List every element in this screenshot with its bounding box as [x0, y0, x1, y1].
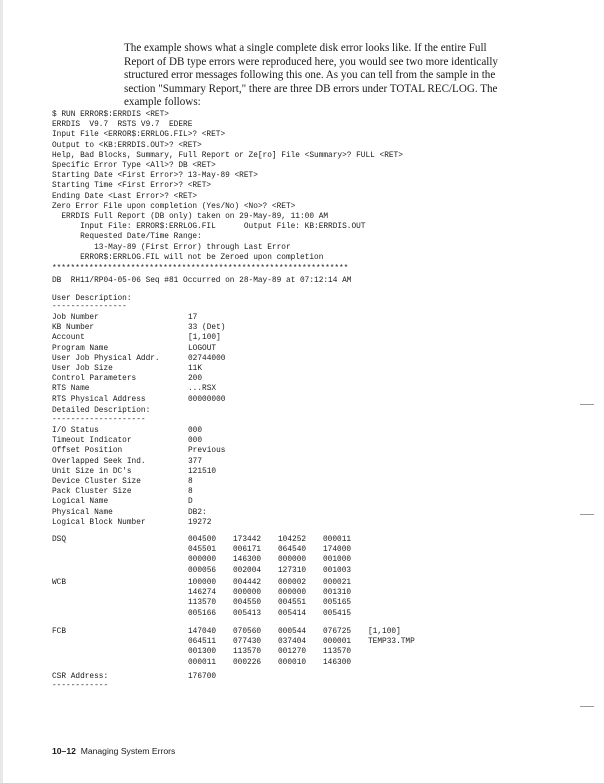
field-value: Previous	[188, 447, 226, 456]
register-value: 004500	[188, 536, 217, 544]
register-value: 005413	[233, 609, 262, 618]
command-line: ERRDIS Full Report (DB only) taken on 29-May-89, 11:00 AM	[52, 213, 329, 222]
command-line: Requested Date/Time Range:	[52, 233, 202, 242]
field-value: 8	[188, 477, 193, 486]
intro-paragraph	[124, 42, 519, 110]
field-label: User Job Physical Addr.	[52, 354, 160, 363]
register-value: 001310	[323, 589, 352, 598]
register-value: 000010	[278, 658, 307, 667]
field-label: Control Parameters	[52, 375, 137, 384]
register-value: 113570	[233, 648, 262, 657]
field-label: Logical Block Number	[52, 518, 146, 527]
command-line: ERRDIS V9.7 RSTS V9.7 EDERE	[52, 121, 193, 130]
register-value: 001003	[323, 566, 352, 575]
field-value: 200	[188, 375, 203, 384]
intro-text: The example shows what a single complete disk error looks like. If the entire Full Report of DB type errors were reproduced here, you would see two more identically structured error messages following this one. As you can tell from the sample in the section "Summary Report," there are three DB errors under TOTAL REC/LOG. The example follows:	[124, 42, 498, 109]
detailed-description-rule: --------------------	[52, 416, 146, 424]
register-value: 070560	[233, 628, 262, 636]
register-value: 000000	[278, 589, 307, 598]
field-label: Physical Name	[52, 508, 113, 517]
csr-address-value: 176700	[188, 673, 217, 681]
register-value: [1,100]	[368, 628, 401, 636]
page-footer	[52, 746, 175, 756]
user-description-heading: User Description:	[52, 295, 132, 303]
field-label: Timeout Indicator	[52, 437, 132, 446]
register-value: 100000	[188, 579, 217, 587]
register-value: 005415	[323, 609, 352, 618]
field-label: Pack Cluster Size	[52, 488, 132, 497]
field-label: Logical Name	[52, 498, 109, 507]
register-value: 127310	[278, 566, 307, 575]
register-value: 004550	[233, 599, 262, 608]
margin-mark	[580, 404, 594, 405]
register-value: 037404	[278, 638, 307, 647]
register-value: 146300	[233, 556, 262, 565]
field-label: Offset Position	[52, 447, 123, 456]
register-value: 146300	[323, 658, 352, 667]
field-value: 11K	[188, 364, 203, 373]
command-line: Zero Error File upon completion (Yes/No) <No>? <RET>	[52, 202, 296, 211]
register-value: TEMP33.TMP	[368, 638, 415, 647]
command-line: $ RUN ERROR$:ERRDIS <RET>	[52, 111, 169, 119]
register-value: 000544	[278, 628, 307, 636]
register-value: 004551	[278, 599, 307, 608]
command-line: 13-May-89 (First Error) through Last Error	[52, 243, 291, 252]
register-value: 064540	[278, 546, 307, 555]
field-value: D	[188, 498, 193, 507]
register-value: 076725	[323, 628, 352, 636]
register-label: FCB	[52, 628, 67, 636]
field-value: 000	[188, 427, 203, 435]
command-line: Ending Date <Last Error>? <RET>	[52, 192, 198, 201]
field-label: Job Number	[52, 314, 99, 322]
field-value: 000	[188, 437, 203, 446]
scan-edge	[0, 0, 3, 783]
register-value: 113570	[188, 599, 217, 608]
register-value: 006171	[233, 546, 262, 555]
register-value: 005165	[323, 599, 352, 608]
register-label: WCB	[52, 579, 67, 587]
register-value: 000000	[233, 589, 262, 598]
register-value: 000011	[188, 658, 217, 667]
register-value: 146274	[188, 589, 217, 598]
field-value: 17	[188, 314, 198, 322]
register-value: 077430	[233, 638, 262, 647]
field-value: 33 (Det)	[188, 324, 226, 333]
user-description-rule: ----------------	[52, 303, 127, 311]
command-line: Output to <KB:ERRDIS.OUT>? <RET>	[52, 141, 202, 150]
margin-mark	[580, 514, 594, 515]
command-line: Input File: ERROR$:ERRLOG.FIL Output File: KB:ERRDIS.OUT	[52, 223, 366, 232]
field-label: Overlapped Seek Ind.	[52, 457, 146, 466]
csr-address-label: CSR Address:	[52, 673, 109, 681]
register-value: 005414	[278, 609, 307, 618]
field-label: Account	[52, 334, 85, 343]
page-number: 10–12	[52, 746, 76, 756]
register-value: 000226	[233, 658, 262, 667]
field-value: 00000000	[188, 395, 226, 404]
field-label: RTS Physical Address	[52, 395, 146, 404]
field-value: DB2:	[188, 508, 207, 517]
field-value: ...RSX	[188, 385, 217, 394]
field-value: 377	[188, 457, 203, 466]
error-header-line: DB RH11/RP04-05-06 Seq #81 Occurred on 28-May-89 at 07:12:14 AM	[52, 277, 352, 285]
field-label: Program Name	[52, 344, 109, 353]
register-value: 000002	[278, 579, 307, 587]
separator-stars: ****************************************************************	[52, 265, 349, 273]
register-label: DSQ	[52, 536, 67, 544]
field-value: LOGOUT	[188, 344, 217, 353]
csr-address-rule: ------------	[52, 682, 109, 690]
register-value: 174000	[323, 546, 352, 555]
command-line: Input File <ERROR$:ERRLOG.FIL>? <RET>	[52, 131, 226, 140]
command-line: Help, Bad Blocks, Summary, Full Report or Ze[ro] File <Summary>? FULL <RET>	[52, 151, 403, 160]
command-line: ERROR$:ERRLOG.FIL will not be Zeroed upon completion	[52, 253, 324, 262]
field-label: KB Number	[52, 324, 95, 333]
register-value: 000001	[323, 638, 352, 647]
field-label: RTS Name	[52, 385, 90, 394]
field-value: 19272	[188, 518, 212, 527]
chapter-title: Managing System Errors	[80, 746, 176, 756]
field-label: I/O Status	[52, 427, 99, 435]
field-label: Unit Size in DC's	[52, 467, 132, 476]
margin-mark	[580, 706, 594, 707]
field-label: Device Cluster Size	[52, 477, 141, 486]
register-value: 000011	[323, 536, 352, 544]
field-value: 8	[188, 488, 193, 497]
register-value: 113570	[323, 648, 352, 657]
register-value: 104252	[278, 536, 307, 544]
command-transcript	[52, 110, 403, 263]
field-value: [1,100]	[188, 334, 221, 343]
field-value: 02744000	[188, 354, 226, 363]
register-value: 004442	[233, 579, 262, 587]
register-value: 002004	[233, 566, 262, 575]
detailed-description-heading: Detailed Description:	[52, 407, 151, 415]
register-value: 147040	[188, 628, 217, 636]
register-value: 045501	[188, 546, 217, 555]
command-line: Starting Date <First Error>? 13-May-89 <RET>	[52, 172, 258, 181]
register-value: 173442	[233, 536, 262, 544]
register-value: 000021	[323, 579, 352, 587]
command-line: Specific Error Type <All>? DB <RET>	[52, 162, 216, 171]
register-value: 001270	[278, 648, 307, 657]
register-value: 000000	[188, 556, 217, 565]
register-value: 001300	[188, 648, 217, 657]
register-value: 000000	[278, 556, 307, 565]
field-value: 121510	[188, 467, 217, 476]
register-value: 001000	[323, 556, 352, 565]
field-label: User Job Size	[52, 364, 113, 373]
register-value: 000056	[188, 566, 217, 575]
command-line: Starting Time <First Error>? <RET>	[52, 182, 212, 191]
register-value: 064511	[188, 638, 217, 647]
register-value: 005166	[188, 609, 217, 618]
